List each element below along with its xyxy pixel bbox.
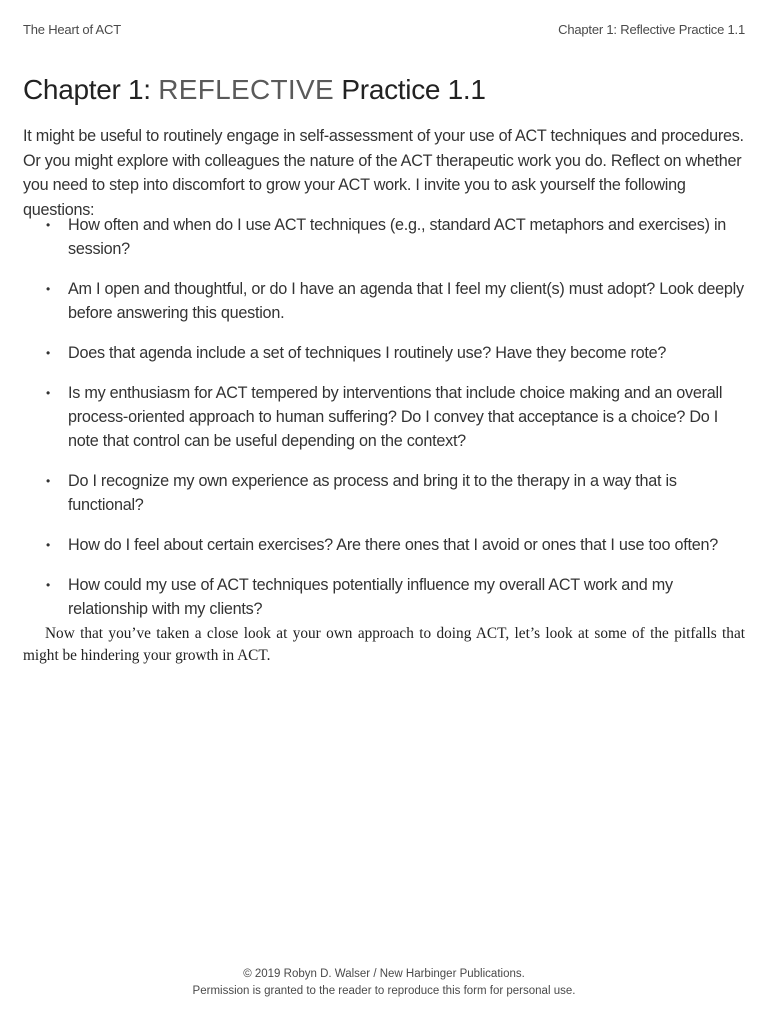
closing-paragraph: Now that you’ve taken a close look at your own approach to doing ACT, let’s look at some of the pitfalls that might be hindering your growth in ACT. — [23, 625, 745, 664]
question-item — [23, 469, 747, 517]
question-text: Does that agenda include a set of techniques I routinely use? Have they become rote? — [68, 344, 667, 362]
bullet-icon: • — [46, 218, 50, 232]
question-item — [23, 533, 747, 557]
question-list — [23, 213, 747, 637]
page-title — [23, 74, 486, 106]
bullet-icon: • — [46, 474, 50, 488]
bullet-icon: • — [46, 538, 50, 552]
copyright-notice: © 2019 Robyn D. Walser / New Harbinger Publications. — [243, 968, 525, 980]
page-title-prefix: Chapter 1: — [23, 74, 159, 105]
question-text: How often and when do I use ACT techniques (e.g., standard ACT metaphors and exercises) in session? — [68, 216, 727, 258]
page-title-suffix: Practice 1.1 — [333, 74, 486, 105]
intro-paragraph: It might be useful to routinely engage in self-assessment of your use of ACT techniques and procedures. Or you might explore with colleagues the nature of the ACT therapeutic work you do. Reflect on whether you need to step into discomfort to grow your ACT work. I invite you to ask yourself the following questions: — [23, 127, 744, 219]
question-item — [23, 341, 747, 365]
question-item — [23, 573, 747, 621]
running-header — [23, 22, 745, 40]
question-text: Is my enthusiasm for ACT tempered by interventions that include choice making and an overall process-oriented approach to human suffering? Do I convey that acceptance is a choice? Do I note that control can be useful depending on the context? — [68, 384, 723, 450]
bullet-icon: • — [46, 386, 50, 400]
bullet-icon: • — [46, 282, 50, 296]
question-item — [23, 213, 747, 261]
bullet-icon: • — [46, 346, 50, 360]
running-header-chapter: Chapter 1: Reflective Practice 1.1 — [558, 22, 745, 37]
page-title-emphasis: REFLECTIVE — [158, 74, 334, 105]
question-text: Am I open and thoughtful, or do I have an agenda that I feel my client(s) must adopt? Look deeply before answering this question. — [68, 280, 744, 322]
bullet-icon: • — [46, 578, 50, 592]
question-text: How do I feel about certain exercises? Are there ones that I avoid or ones that I use too often? — [68, 536, 718, 554]
page-footer — [0, 966, 768, 1000]
question-item — [23, 381, 747, 453]
permission-notice: Permission is granted to the reader to reproduce this form for personal use. — [192, 985, 576, 997]
running-header-book-title: The Heart of ACT — [23, 22, 121, 37]
question-text: How could my use of ACT techniques potentially influence my overall ACT work and my relationship with my clients? — [68, 576, 673, 618]
question-item — [23, 277, 747, 325]
question-text: Do I recognize my own experience as process and bring it to the therapy in a way that is functional? — [68, 472, 677, 514]
